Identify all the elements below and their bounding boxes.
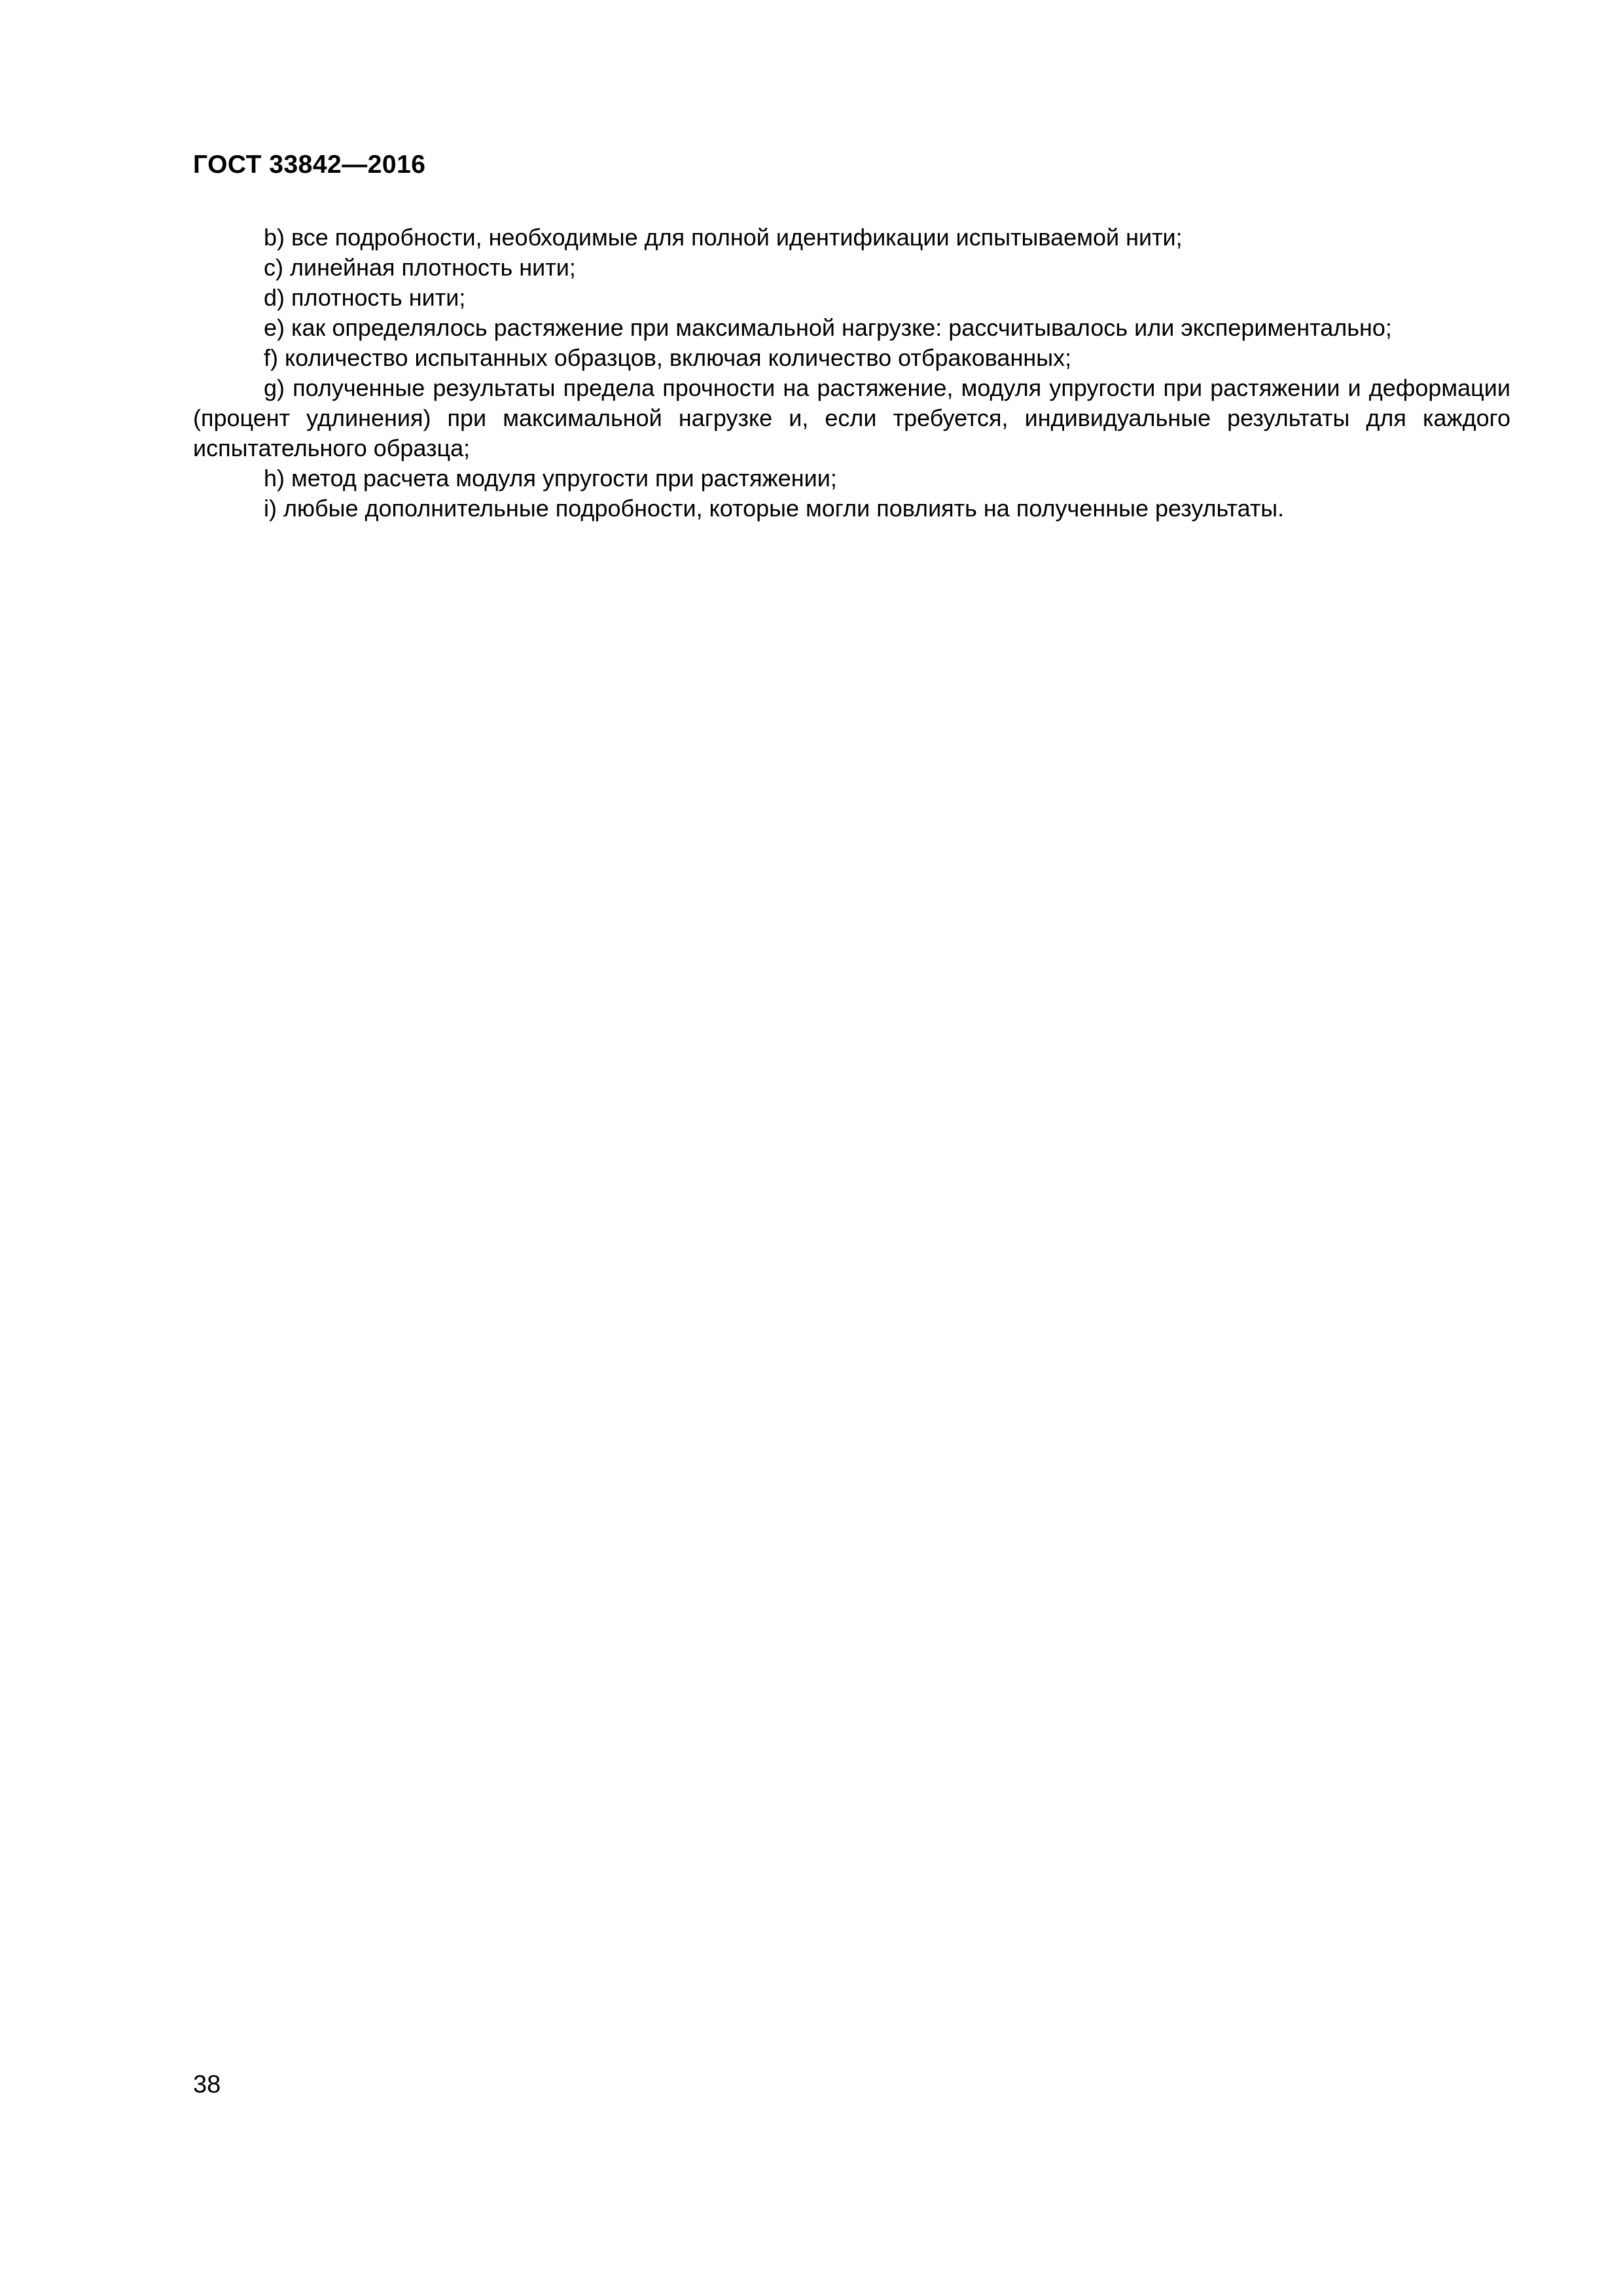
list-item-g: g) полученные результаты предела прочности на растяжение, модуля упругости при растяжении и деформации (процент удлинения) при максимальной нагрузке и, если требуется, индивидуальные результаты для каждого испытательного образца; bbox=[193, 374, 1510, 461]
list-item-e: e) как определялось растяжение при максимальной нагрузке: рассчитывалось или экспериментально; bbox=[264, 314, 1392, 341]
list-item-c: c) линейная плотность нити; bbox=[264, 254, 576, 281]
list-item-d: d) плотность нити; bbox=[264, 284, 466, 311]
list-item-f: f) количество испытанных образцов, включая количество отбракованных; bbox=[264, 344, 1072, 371]
page-header-standard-id: ГОСТ 33842—2016 bbox=[193, 151, 426, 179]
list-item-b: b) все подробности, необходимые для полной идентификации испытываемой нити; bbox=[264, 224, 1183, 251]
list-item-h: h) метод расчета модуля упругости при растяжении; bbox=[264, 465, 837, 492]
report-contents-list bbox=[193, 223, 1510, 524]
page-number: 38 bbox=[193, 2071, 221, 2098]
list-item-i: i) любые дополнительные подробности, которые могли повлиять на полученные результаты. bbox=[264, 495, 1285, 522]
